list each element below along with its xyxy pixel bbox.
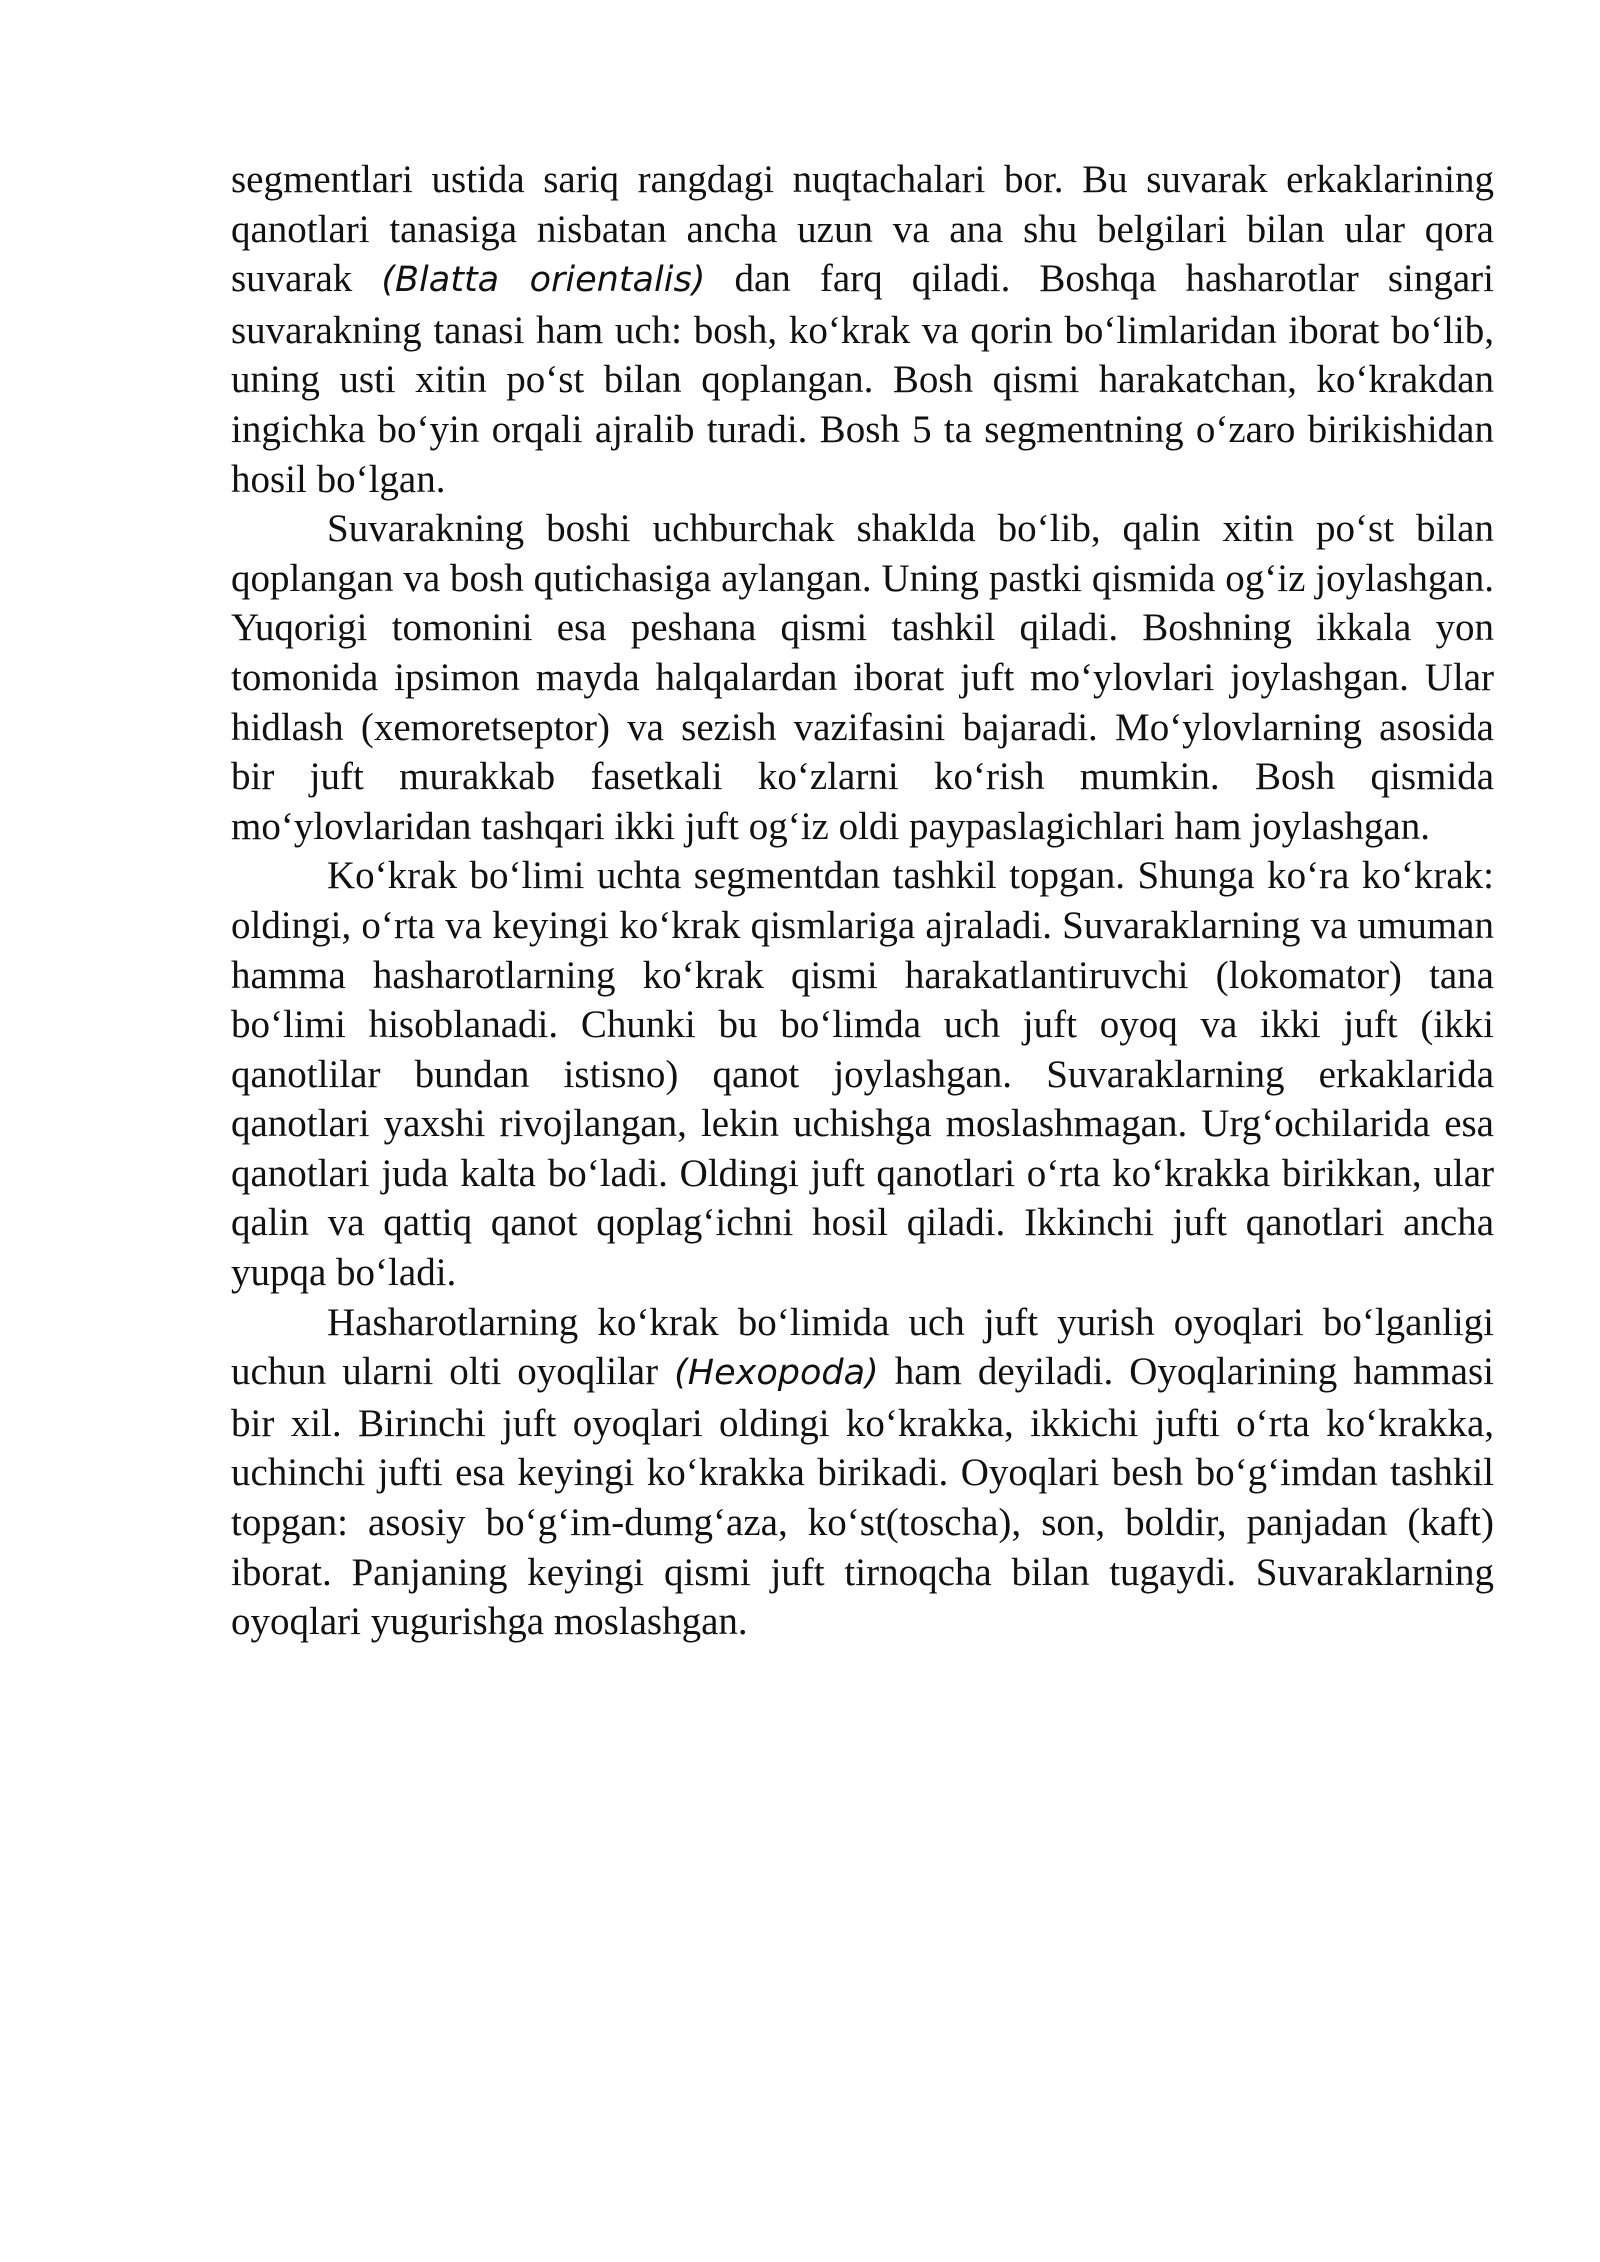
paragraph-text: Ko‘krak bo‘limi uchta segmentdan tashkil topgan. Shunga ko‘ra ko‘krak: oldingi, o‘rta va keyingi ko‘krak qismlariga ajraladi. Suvaraklarning va umuman hamma hasharotlarning ko‘krak qismi harakatlantiruvchi (lokomator) tana bo‘limi hisoblanadi. Chunki bu bo‘limda uch juft oyoq va ikki juft (ikki qanotlilar bundan istisno) qanot joylashgan. Suvaraklarning erkaklarida qanotlari yaxshi rivojlangan, lekin uchishga moslashmagan. Urg‘ochilarida esa qanotlari juda kalta bo‘ladi. Oldingi juft qanotlari o‘rta ko‘krakka birikkan, ular qalin va qattiq qanot qoplag‘ichni hosil qiladi. Ikkinchi juft qanotlari ancha yupqa bo‘ladi. — [231, 854, 1494, 1295]
paragraph — [231, 155, 1494, 504]
paragraph — [231, 1298, 1494, 1647]
paragraph — [231, 851, 1494, 1297]
paragraph-text: Hasharotlarning ko‘krak bo‘limida uch juft yurish oyoqlari bo‘lganligi uchun ularni olti oyoqlilar — [231, 1300, 1494, 1394]
document-page — [231, 155, 1494, 1647]
paragraph-text: ham deyiladi. Oyoqlarining hammasi bir xil. Birinchi juft oyoqlari oldingi ko‘krakka, ikkichi jufti o‘rta ko‘krakka, uchinchi jufti esa keyingi ko‘krakka birikadi. Oyoqlari besh bo‘g‘imdan tashkil topgan: asosiy bo‘g‘im-dumg‘aza, ko‘st(toscha), son, boldir, panjadan (kaft) iborat. Panjaning keyingi qismi juft tirnoqcha bilan tugaydi. Suvaraklarning oyoqlari yugurishga moslashgan. — [231, 1350, 1495, 1644]
paragraph — [231, 504, 1494, 851]
latin-species-name: (Blatta orientalis) — [381, 260, 706, 301]
latin-taxon-name: (Hexopoda) — [674, 1353, 879, 1394]
paragraph-text: Suvarakning boshi uchburchak shaklda bo‘lib, qalin xitin po‘st bilan qoplangan va bosh qutichasiga aylangan. Uning pastki qismida og‘iz joylashgan. Yuqorigi tomonini esa peshana qismi tashkil qiladi. Boshning ikkala yon tomonida ipsimon mayda halqalardan iborat juft mo‘ylovlari joylashgan. Ular hidlash (xemoretseptor) va sezish vazifasini bajaradi. Mo‘ylovlarning asosida bir juft murakkab fasetkali ko‘zlarni ko‘rish mumkin. Bosh qismida mo‘ylovlaridan tashqari ikki juft og‘iz oldi paypaslagichlari ham joylashgan. — [231, 507, 1494, 848]
paragraph-text: segmentlari ustida sariq rangdagi nuqtachalari bor. Bu suvarak erkaklarining qanotlari tanasiga nisbatan ancha uzun va ana shu belgilari bilan ular qora suvarak — [231, 158, 1494, 301]
paragraph-text: dan farq qiladi. Boshqa hasharotlar singari suvarakning tanasi ham uch: bosh, ko‘krak va qorin bo‘limlaridan iborat bo‘lib, uning usti xitin po‘st bilan qoplangan. Bosh qismi harakatchan, ko‘krakdan ingichka bo‘yin orqali ajralib turadi. Bosh 5 ta segmentning o‘zaro birikishidan hosil bo‘lgan. — [231, 257, 1495, 501]
